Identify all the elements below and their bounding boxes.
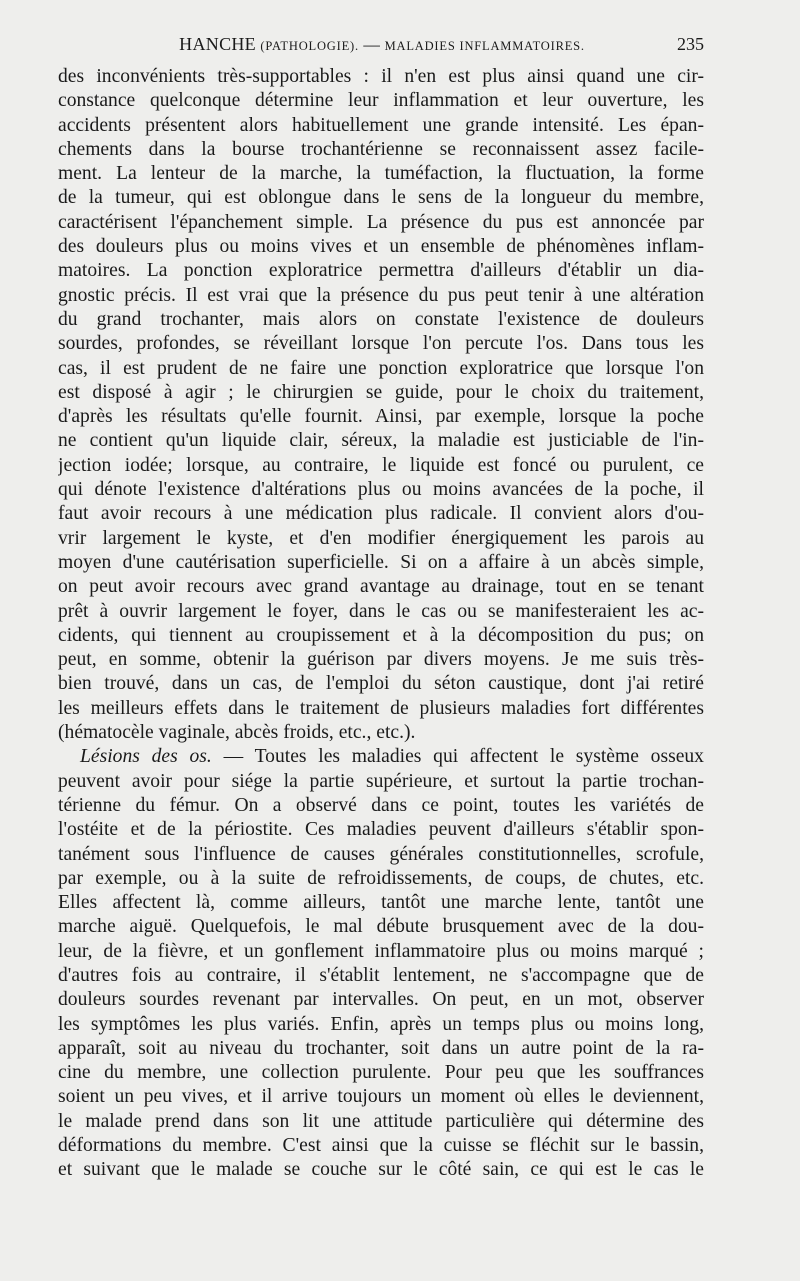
text-line: les meilleurs effets dans le traitement de plusieurs maladies fort différentes <box>58 697 704 719</box>
text-line: leur, de la fièvre, et un gonflement inflammatoire plus ou moins marqué ; <box>58 940 704 962</box>
text-line: d'après les résultats qu'elle fournit. Ainsi, par exemple, lorsque la poche <box>58 406 704 428</box>
text-line: on peut avoir recours avec grand avantage au drainage, tout en se tenant <box>58 576 704 598</box>
text-line: faut avoir recours à une médication plus radicale. Il convient alors d'ou- <box>58 503 704 525</box>
title-dash: — <box>363 35 381 54</box>
text-line: chements dans la bourse trochantérienne se reconnaissent assez facile- <box>58 138 704 160</box>
text-line: est disposé à agir ; le chirurgien se guide, pour le choix du traitement, <box>58 381 704 403</box>
title-paren: (PATHOLOGIE). <box>260 39 359 53</box>
text-line: les symptômes les plus variés. Enfin, après un temps plus ou moins long, <box>58 1013 704 1035</box>
text-line: cine du membre, une collection purulente. Pour peu que les souffrances <box>58 1062 704 1084</box>
text-line: marche aiguë. Quelquefois, le mal débute brusquement avec de la dou- <box>58 916 704 938</box>
text-line: qui dénote l'existence d'altérations plus ou moins avancées de la poche, il <box>58 479 704 501</box>
text-line: bien trouvé, dans un cas, de l'emploi du séton caustique, dont j'ai retiré <box>58 673 704 695</box>
running-title <box>60 34 704 55</box>
text-line: du grand trochanter, mais alors on constate l'existence de douleurs <box>58 308 704 330</box>
text-line: vrir largement le kyste, et d'en modifier énergiquement les parois au <box>58 527 704 549</box>
text-line: des inconvénients très-supportables : il n'en est plus ainsi quand une cir- <box>58 66 704 87</box>
text-line: et suivant que le malade se couche sur le côté sain, ce qui est le cas le <box>58 1159 704 1181</box>
text-line: l'ostéite et de la périostite. Ces maladies peuvent d'ailleurs s'établir spon- <box>58 819 704 841</box>
text-line: gnostic précis. Il est vrai que la présence du pus peut tenir à une altération <box>58 284 704 306</box>
text-line: ne contient qu'un liquide clair, séreux, la maladie est justiciable de l'in- <box>58 430 704 452</box>
text-line: d'autres fois au contraire, il s'établit lentement, ne s'accompagne que de <box>58 964 704 986</box>
text-line: matoires. La ponction exploratrice permettra d'ailleurs d'établir un dia- <box>58 260 704 282</box>
text-line: peut, en somme, obtenir la guérison par divers moyens. Je me suis très- <box>58 649 704 671</box>
text-line: des douleurs plus ou moins vives et un ensemble de phénomènes inflam- <box>58 236 704 258</box>
text-line: moyen d'une cautérisation superficielle. Si on a affaire à un abcès simple, <box>58 551 704 573</box>
text-line: jection iodée; lorsque, au contraire, le liquide est foncé ou purulent, ce <box>58 454 704 476</box>
text-line: cidents, qui tiennent au croupissement et à la décomposition du pus; on <box>58 624 704 646</box>
text-line: constance quelconque détermine leur inflammation et leur ouverture, les <box>58 90 704 112</box>
title-section: MALADIES INFLAMMATOIRES. <box>384 39 585 53</box>
text-line: sourdes, profondes, se réveillant lorsque l'on percute l'os. Dans tous les <box>58 333 704 355</box>
text-line: de la tumeur, qui est oblongue dans le sens de la longueur du membre, <box>58 187 704 209</box>
text-line: Elles affectent là, comme ailleurs, tantôt une marche lente, tantôt une <box>58 892 704 914</box>
text-line: accidents présentent alors habituellement une grande intensité. Les épan- <box>58 114 704 136</box>
text-line: ment. La lenteur de la marche, la tuméfaction, la fluctuation, la forme <box>58 163 704 185</box>
running-header <box>60 30 704 60</box>
section-start-text: — Toutes les maladies qui affectent le système osseux <box>223 746 704 768</box>
text-line: prêt à ouvrir largement le foyer, dans le cas ou se manifesteraient les ac- <box>58 600 704 622</box>
text-line: le malade prend dans son lit une attitude particulière qui détermine des <box>58 1110 704 1132</box>
text-line: soient un peu vives, et il arrive toujours un moment où elles le deviennent, <box>58 1086 704 1108</box>
text-line: par exemple, ou à la suite de refroidissements, de coups, de chutes, etc. <box>58 867 704 889</box>
section-start-line <box>58 745 704 769</box>
text-line: douleurs sourdes revenant par intervalles. On peut, en un mot, observer <box>58 989 704 1011</box>
page-number: 235 <box>677 34 704 54</box>
text-line: déformations du membre. C'est ainsi que la cuisse se fléchit sur le bassin, <box>58 1135 704 1157</box>
body-text <box>58 65 704 1183</box>
text-line: cas, il est prudent de ne faire une ponction exploratrice que lorsque l'on <box>58 357 704 379</box>
text-line: caractérisent l'épanchement simple. La présence du pus est annoncée par <box>58 211 704 233</box>
text-line: apparaît, soit au niveau du trochanter, soit dans un autre point de la ra- <box>58 1037 704 1059</box>
paragraph-end-line: (hématocèle vaginale, abcès froids, etc., etc.). <box>58 722 416 744</box>
text-line: térienne du fémur. On a observé dans ce point, toutes les variétés de <box>58 794 704 816</box>
section-heading: Lésions des os. <box>80 746 212 768</box>
text-line: tanément sous l'influence de causes générales constitutionnelles, scrofule, <box>58 843 704 865</box>
text-line: peuvent avoir pour siége la partie supérieure, et surtout la partie trochan- <box>58 770 704 792</box>
title-main: HANCHE <box>179 34 256 54</box>
